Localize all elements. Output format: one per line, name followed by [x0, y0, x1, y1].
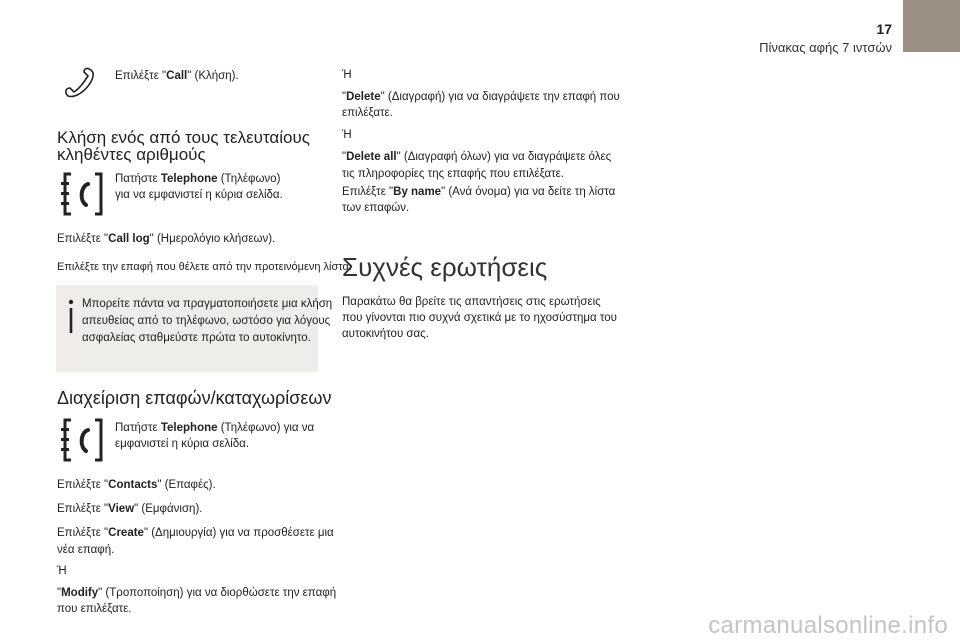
contacts-step: Επιλέξτε "Contacts" (Επαφές).	[57, 479, 216, 491]
corner-tab	[903, 0, 960, 52]
section1-title-line2: κληθέντες αριθμούς	[57, 145, 206, 164]
telephone-button-icon	[57, 414, 109, 466]
handset-icon	[60, 66, 102, 102]
view-step: Επιλέξτε "View" (Εμφάνιση).	[57, 503, 203, 515]
note-line1: Μπορείτε πάντα να πραγματοποιήσετε μια κλήση	[82, 298, 333, 310]
delete-all-line1: "Delete all" (Διαγραφή όλων) για να διαγράψετε όλες	[342, 151, 612, 163]
delete-line2: επιλέξατε.	[342, 107, 393, 119]
delete-line1: "Delete" (Διαγραφή) για να διαγράψετε την επαφή που	[342, 91, 620, 103]
by-name-line2: των επαφών.	[342, 202, 410, 214]
modify-line1: "Modify" (Τροποποίηση) για να διορθώσετε την επαφή	[57, 587, 337, 599]
telephone-button-icon	[57, 168, 109, 220]
page-number: 17	[876, 21, 892, 37]
faq-title: Συχνές ερωτήσεις	[342, 252, 548, 282]
select-contact-step: Επιλέξτε την επαφή που θέλετε από την προτεινόμενη λίστα.	[57, 261, 352, 273]
press-telephone-line1: Πατήστε Telephone (Τηλέφωνο)	[115, 173, 281, 185]
running-head: Πίνακας αφής 7 ιντσών	[759, 40, 892, 55]
faq-line2: που γίνονται πιο συχνά σχετικά με το ηχοσύστημα του	[342, 312, 617, 324]
modify-line2: που επιλέξατε.	[57, 603, 132, 615]
by-name-line1: Επιλέξτε "By name" (Ανά όνομα) για να δείτε τη λίστα	[342, 186, 616, 198]
or-label: Ή	[342, 129, 352, 141]
faq-line1: Παρακάτω θα βρείτε τις απαντήσεις στις ερωτήσεις	[342, 296, 601, 308]
info-icon	[62, 297, 80, 337]
note-line2: απευθείας από το τηλέφωνο, ωστόσο για λόγους	[82, 315, 331, 327]
press-telephone2-line1: Πατήστε Telephone (Τηλέφωνο) για να	[115, 422, 315, 434]
or-label: Ή	[342, 69, 352, 81]
create-step-line2: νέα επαφή.	[57, 544, 115, 556]
press-telephone2-line2: εμφανιστεί η κύρια σελίδα.	[115, 438, 250, 450]
call-log-step: Επιλέξτε "Call log" (Ημερολόγιο κλήσεων).	[57, 233, 276, 245]
faq-line3: αυτοκινήτου σας.	[342, 328, 429, 340]
note-line3: ασφαλείας σταθμεύστε πρώτα το αυτοκίνητο.	[82, 332, 311, 344]
section1-title-line1: Κλήση ενός από τους τελευταίους	[57, 128, 310, 147]
create-step-line1: Επιλέξτε "Create" (Δημιουργία) για να προσθέσετε μια	[57, 527, 334, 539]
call-step: Επιλέξτε "Call" (Κλήση).	[115, 70, 239, 82]
press-telephone-line2: για να εμφανιστεί η κύρια σελίδα.	[115, 189, 283, 201]
delete-all-line2: τις πληροφορίες της επαφής που επιλέξατε.	[342, 168, 564, 180]
watermark: carmanualsonline.info	[708, 612, 948, 639]
section2-title: Διαχείριση επαφών/καταχωρίσεων	[57, 388, 332, 408]
or-label: Ή	[57, 565, 67, 577]
